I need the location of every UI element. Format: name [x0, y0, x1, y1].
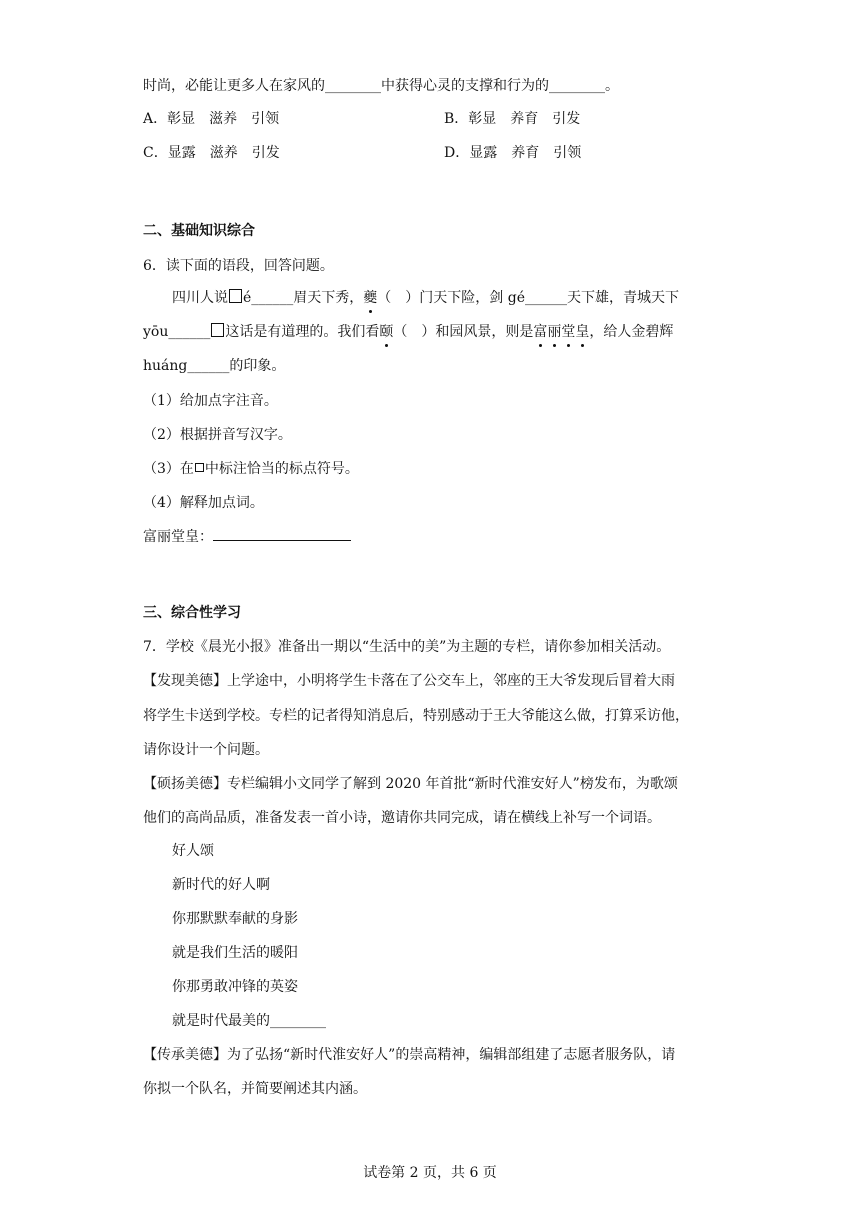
find-virtue-line2: 将学生卡送到学校。专栏的记者得知消息后，特别感动于王大爷能这么做，打算采访他， — [143, 708, 689, 724]
q6-sub2: （2）根据拼音写汉字。 — [143, 427, 292, 443]
answer-blank[interactable] — [213, 528, 351, 541]
q7-title: 7．学校《晨光小报》准备出一期以“生活中的美”为主题的专栏，请你参加相关活动。 — [143, 639, 671, 655]
q6-sub1: （1）给加点字注音。 — [143, 393, 278, 409]
promote-virtue-line2: 他们的高尚品质，准备发表一首小诗，邀请你共同完成，请在横线上补写一个词语。 — [143, 810, 661, 826]
option-b[interactable]: B．彰显 养育 引发 — [444, 111, 581, 127]
option-a[interactable]: A．彰显 滋养 引领 — [143, 111, 280, 127]
passage-text: yōu______ — [143, 324, 211, 340]
option-d[interactable]: D．显露 养育 引领 — [444, 145, 582, 161]
q5-sentence: 时尚，必能让更多人在家风的________中获得心灵的支撑和行为的________。 — [143, 78, 619, 94]
poem-line: 你那默默奉献的身影 — [172, 911, 298, 927]
punctuation-box[interactable] — [211, 323, 224, 337]
passage-text: （ ）门天下险，剑 gé______天下雄，青城天下 — [377, 290, 679, 306]
passage-text: ，给人金碧辉 — [589, 324, 674, 340]
section3-heading: 三、综合性学习 — [143, 605, 241, 621]
q6-sub4: （4）解释加点词。 — [143, 495, 264, 511]
poem-line: 就是我们生活的暖阳 — [172, 945, 298, 961]
dotted-char: 富 — [533, 321, 547, 341]
q6-title: 6．读下面的语段，回答问题。 — [143, 258, 334, 274]
find-virtue-line3: 请你设计一个问题。 — [143, 742, 269, 758]
dotted-char: 丽 — [547, 321, 561, 341]
find-virtue-line1: 【发现美德】上学途中，小明将学生卡落在了公交车上，邻座的王大爷发现后冒着大雨 — [143, 673, 675, 689]
q6-passage-line3: huáng______的印象。 — [143, 358, 286, 374]
small-box-icon — [195, 463, 204, 472]
punctuation-box[interactable] — [229, 289, 242, 303]
q6-answer-row — [143, 526, 351, 546]
inherit-virtue-line1: 【传承美德】为了弘扬“新时代淮安好人”的崇高精神，编辑部组建了志愿者服务队，请 — [143, 1047, 676, 1063]
poem-line: 你那勇敢冲锋的英姿 — [172, 979, 298, 995]
dotted-char-kui: 夔 — [363, 287, 377, 307]
answer-label: 富丽堂皇： — [143, 529, 213, 545]
option-c[interactable]: C．显露 滋养 引发 — [143, 145, 280, 161]
q6-sub3 — [143, 458, 359, 478]
page-footer: 试卷第 2 页，共 6 页 — [363, 1165, 497, 1181]
passage-text: 这话是有道理的。我们看 — [225, 324, 380, 340]
section2-heading: 二、基础知识综合 — [143, 223, 255, 239]
dotted-char-yi: 颐 — [379, 321, 393, 341]
poem-line: 好人颂 — [172, 843, 214, 859]
dotted-char: 皇 — [575, 321, 589, 341]
poem-line: 新时代的好人啊 — [172, 877, 270, 893]
q6-passage-line2 — [143, 321, 673, 341]
dotted-char: 堂 — [561, 321, 575, 341]
inherit-virtue-line2: 你拟一个队名，并简要阐述其内涵。 — [143, 1081, 367, 1097]
passage-text: （ ）和园风景，则是 — [393, 324, 534, 340]
promote-virtue-line1: 【硕扬美德】专栏编辑小文同学了解到 2020 年首批“新时代淮安好人”榜发布，为歌颂 — [143, 776, 678, 792]
passage-text: 四川人说 — [172, 290, 228, 306]
poem-line-blank[interactable]: 就是时代最美的________ — [172, 1013, 326, 1029]
q6-passage-line1 — [172, 287, 679, 307]
passage-text: é______眉天下秀， — [243, 290, 364, 306]
sub3-text: （3）在 — [143, 461, 194, 477]
sub3-text: 中标注恰当的标点符号。 — [204, 461, 359, 477]
